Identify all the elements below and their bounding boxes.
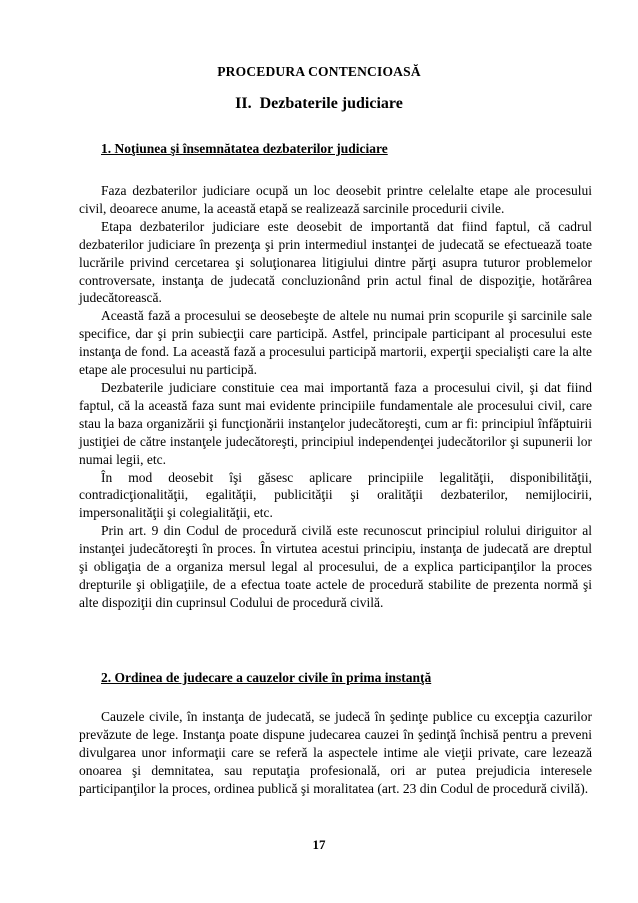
section-2-body [79,708,592,798]
paragraph: Această fază a procesului se deosebeşte de altele nu numai prin scopurile şi sarcinile sale specifice, dar şi prin subiecţii care participă. Astfel, principale participant al procesului este instanţa de fond. La această fază a procesului participă martorii, experţii specialişti care la alte etape ale procesului nu participă. [79,308,592,378]
page-number: 17 [312,837,326,852]
paragraph: Cauzele civile, în instanţa de judecată, se judecă în şedinţe publice cu excepţia cazurilor prevăzute de lege. Instanţa poate dispune judecarea cauzei în şedinţă închisă pentru a preveni divulgarea unor informaţii care se referă la aspectele intime ale vieţii private, care lezează onoarea şi demnitatea, sau reputaţia profesională, ori ar putea prejudicia interesele participanţilor la proces, ordinea publică şi moralitatea (art. 23 din Codul de procedură civilă). [79,709,592,796]
section-1-body [79,182,592,612]
running-head: PROCEDURA CONTENCIOASĂ [217,64,421,79]
section-heading-2: 2. Ordinea de judecare a cauzelor civile în prima instanţă [101,670,432,685]
paragraph: Etapa dezbaterilor judiciare este deosebit de importantă dat fiind faptul, că cadrul dezbaterilor judiciare în prezenţa şi prin intermediul instanţei de judecată se efectuează toate lucrările privind cercetarea şi soluţionarea litigiului dintre părţi asupra tuturor problemelor controversate, instanţa de judecată concluzionând prin actul final de dispoziţie, hotărârea judecătorească. [79,218,592,306]
paragraph: Dezbaterile judiciare constituie cea mai importantă faza a procesului civil, şi dat fiind faptul, că la această faza sunt mai evidente principiile fundamentale ale procesului civil, care stau la baza organizării şi funcţionării instanţelor judecătoreşti, cum ar fi: principiul înfăptuirii justiţiei de către instanţele judecătoreşti, principiul independenţei judecătorilor şi supunerii lor numai legii, etc. [79,379,592,467]
chapter-heading [0,95,638,113]
chapter-title: Dezbaterile judiciare [259,95,403,112]
paragraph: În mod deosebit îşi găsesc aplicare principiile legalităţii, disponibilităţii, contradicţionalităţii, egalităţii, publicităţii şi oralităţii dezbaterilor, nemijlocirii, impersonalităţii şi colegialităţii, etc. [79,469,592,521]
paragraph: Prin art. 9 din Codul de procedură civilă este recunoscut principiul rolului diriguitor al instanţei judecătoreşti în proces. În virtutea acestui principiu, instanţa de judecată are dreptul şi obligaţia de a organiza mersul legal al procesului, de a explica participanţilor la proces drepturile şi obligaţiile, de a efectua toate actele de procedură stabilite de prezenta normă şi alte dispoziţii din cuprinsul Codului de procedură civilă. [79,523,592,610]
section-heading-1: 1. Noţiunea şi însemnătatea dezbaterilor judiciare [101,141,388,156]
paragraph: Faza dezbaterilor judiciare ocupă un loc deosebit printre celelalte etape ale procesului civil, deoarece anume, la această etapă se realizează sarcinile procedurii civile. [79,183,592,216]
chapter-number: II. [235,95,252,112]
